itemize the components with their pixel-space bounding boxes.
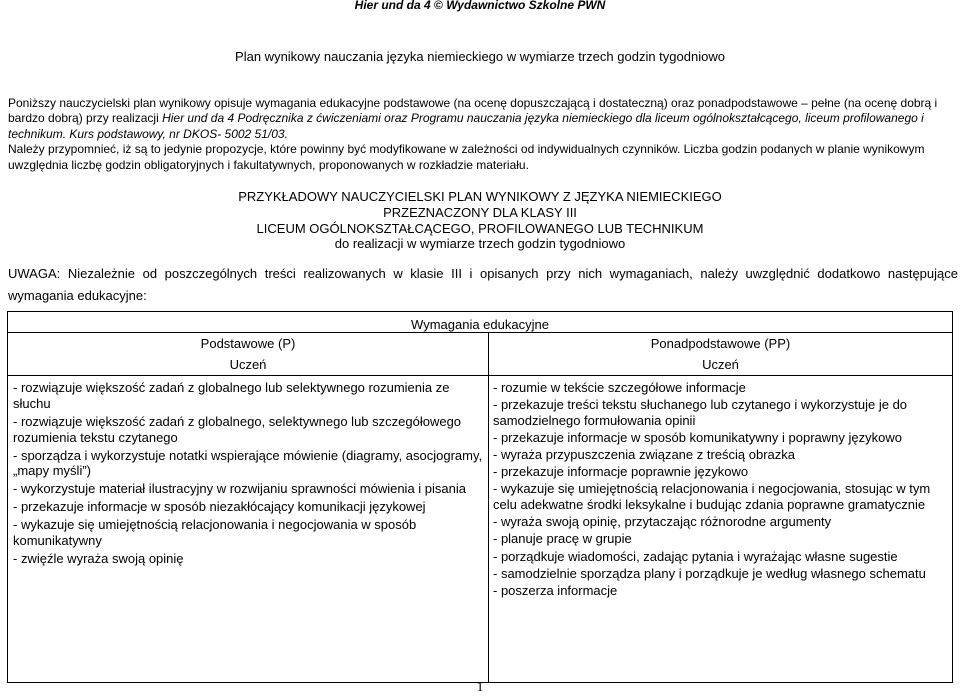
list-item: - przekazuje informacje w sposób niezakłócający komunikacji językowej [13, 499, 426, 515]
plan-heading-line-3: LICEUM OGÓLNOKSZTAŁCĄCEGO, PROFILOWANEGO LUB TECHNIKUM [256, 220, 704, 236]
list-item: - planuje pracę w grupie [493, 531, 632, 547]
running-header [0, 0, 960, 12]
table-header-row [8, 312, 953, 333]
list-item: - zwięźle wyraża swoją opinię [13, 551, 184, 567]
plan-heading-block [0, 189, 960, 252]
basic-requirements-cell [8, 376, 489, 683]
plan-heading-line-1: PRZYKŁADOWY NAUCZYCIELSKI PLAN WYNIKOWY Z JĘZYKA NIEMIECKIEGO [238, 189, 722, 204]
list-item: - rozwiązuje większość zadań z globalnego lub selektywnego rozumienia ze słuchu [13, 380, 450, 411]
intro-p1-italic: Hier und da 4 Podręcznika z ćwiczeniami oraz Programu nauczania języka niemieckiego dla liceum ogólnokształcącego, liceum profilowanego i technikum. Kurs podstawowy, nr DKOS- 5002 51/03. [8, 111, 924, 141]
table-body-row [8, 376, 953, 683]
main-header-cell: Wymagania edukacyjne [8, 312, 953, 333]
advanced-header-cell [489, 333, 953, 376]
list-item: - wyraża przypuszczenia związane z treścią obrazka [493, 447, 796, 463]
list-item: - porządkuje wiadomości, zadając pytania i wyrażając własne sugestie [493, 548, 898, 564]
list-item: - przekazuje informacje poprawnie językowo [493, 464, 749, 480]
header-book-title: Hier und da 4 [354, 0, 431, 12]
intro-p1-plain: Poniższy nauczycielski plan wynikowy opisuje wymagania edukacyjne podstawowe (na ocenę dopuszczającą i dostateczną) oraz ponadpodstawowe – pełne (na ocenę dobrą i bardzo dobrą) przy realizacji [8, 96, 938, 126]
document-title: Plan wynikowy nauczania języka niemieckiego w wymiarze trzech godzin tygodniowo [235, 49, 725, 64]
page-number: 1 [476, 680, 484, 695]
list-item: - przekazuje informacje w sposób komunikatywny i poprawny językowo [493, 430, 902, 446]
basic-header-cell [8, 333, 489, 376]
list-item: - rozwiązuje większość zadań z globalnego, selektywnego lub szczegółowego rozumienia tekstu czytanego [13, 413, 462, 445]
list-item: - poszerza informacje [493, 582, 618, 598]
list-item: - wykazuje się umiejętnością relacjonowania i negocjowania w sposób komunikatywny [13, 517, 417, 549]
header-publisher: Wydawnictwo Szkolne PWN [446, 0, 606, 12]
plan-heading-line-2: PRZEZNACZONY DLA KLASY III [383, 204, 577, 220]
intro-paragraph-1 [8, 96, 958, 142]
requirements-table [7, 311, 953, 683]
uwaga-note: UWAGA: Niezależnie od poszczególnych treści realizowanych w klasie III i opisanych przy nich wymaganiach, należy uwzględnić dodatkowo następujące wymagania edukacyjne: [8, 266, 958, 303]
list-item: - przekazuje treści tekstu słuchanego lub czytanego i wykorzystuje je do samodzielnego formułowania opinii [493, 397, 908, 428]
plan-heading-line-4: do realizacji w wymiarze trzech godzin tygodniowo [334, 236, 626, 252]
intro-paragraph-2: Należy przypomnieć, iż są to jedynie propozycje, które powinny być modyfikowane w zależności od indywidualnych czynników. Liczba godzin podanych w planie wynikowym uwzględnia liczbę godzin obligatoryjnych i fakultatywnych, proponowanych w rozkładzie materiału. [8, 142, 925, 172]
advanced-subheader-label: Uczeń [702, 357, 739, 372]
basic-subheader-label: Uczeń [229, 357, 267, 372]
table-subheader-row [8, 333, 953, 376]
intro-text [8, 96, 958, 173]
basic-header-label: Podstawowe (P) [200, 336, 296, 351]
list-item: - rozumie w tekście szczegółowe informacje [493, 380, 746, 395]
list-item: - wykorzystuje materiał ilustracyjny w rozwijaniu sprawności mówienia i pisania [13, 481, 466, 497]
advanced-requirements-cell [489, 376, 953, 683]
list-item: - sporządza i wykorzystuje notatki wspierające mówienie (diagramy, asocjogramy, „mapy myśli”) [13, 447, 483, 479]
list-item: - wyraża swoją opinię, przytaczając różnorodne argumenty [493, 514, 832, 530]
list-item: - samodzielnie sporządza plany i porządkuje je według własnego schematu [493, 565, 926, 581]
advanced-header-label: Ponadpodstawowe (PP) [650, 336, 791, 351]
header-copyright: © [430, 0, 447, 12]
list-item: - wykazuje się umiejętnością relacjonowania i negocjowania, stosując w tym celu adekwatne środki leksykalne i budując zdania poprawne gramatycznie [493, 481, 931, 513]
